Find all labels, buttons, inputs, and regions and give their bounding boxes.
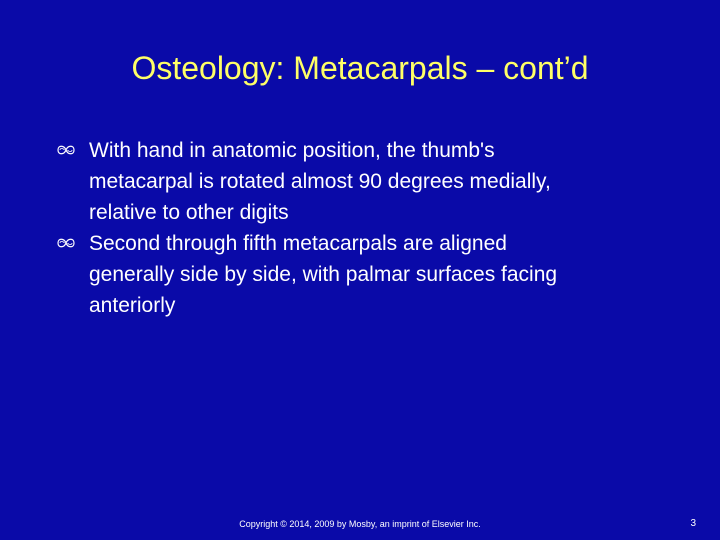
copyright-footer: Copyright © 2014, 2009 by Mosby, an imprint of Elsevier Inc. (239, 519, 481, 529)
bullet-list (56, 135, 676, 321)
infinity-loop-icon (56, 143, 76, 157)
bullet-line: With hand in anatomic position, the thumb's (89, 139, 495, 162)
page-number: 3 (690, 518, 696, 529)
bullet-item (56, 135, 676, 228)
bullet-line: generally side by side, with palmar surfaces facing (89, 263, 558, 286)
bullet-line: metacarpal is rotated almost 90 degrees medially, (89, 170, 551, 193)
bullet-line: anteriorly (89, 294, 176, 317)
bullet-item (56, 228, 676, 321)
slide-title: Osteology: Metacarpals – cont’d (131, 50, 589, 86)
bullet-line: relative to other digits (89, 201, 289, 224)
bullet-line: Second through fifth metacarpals are aligned (89, 232, 507, 255)
infinity-loop-icon (56, 236, 76, 250)
